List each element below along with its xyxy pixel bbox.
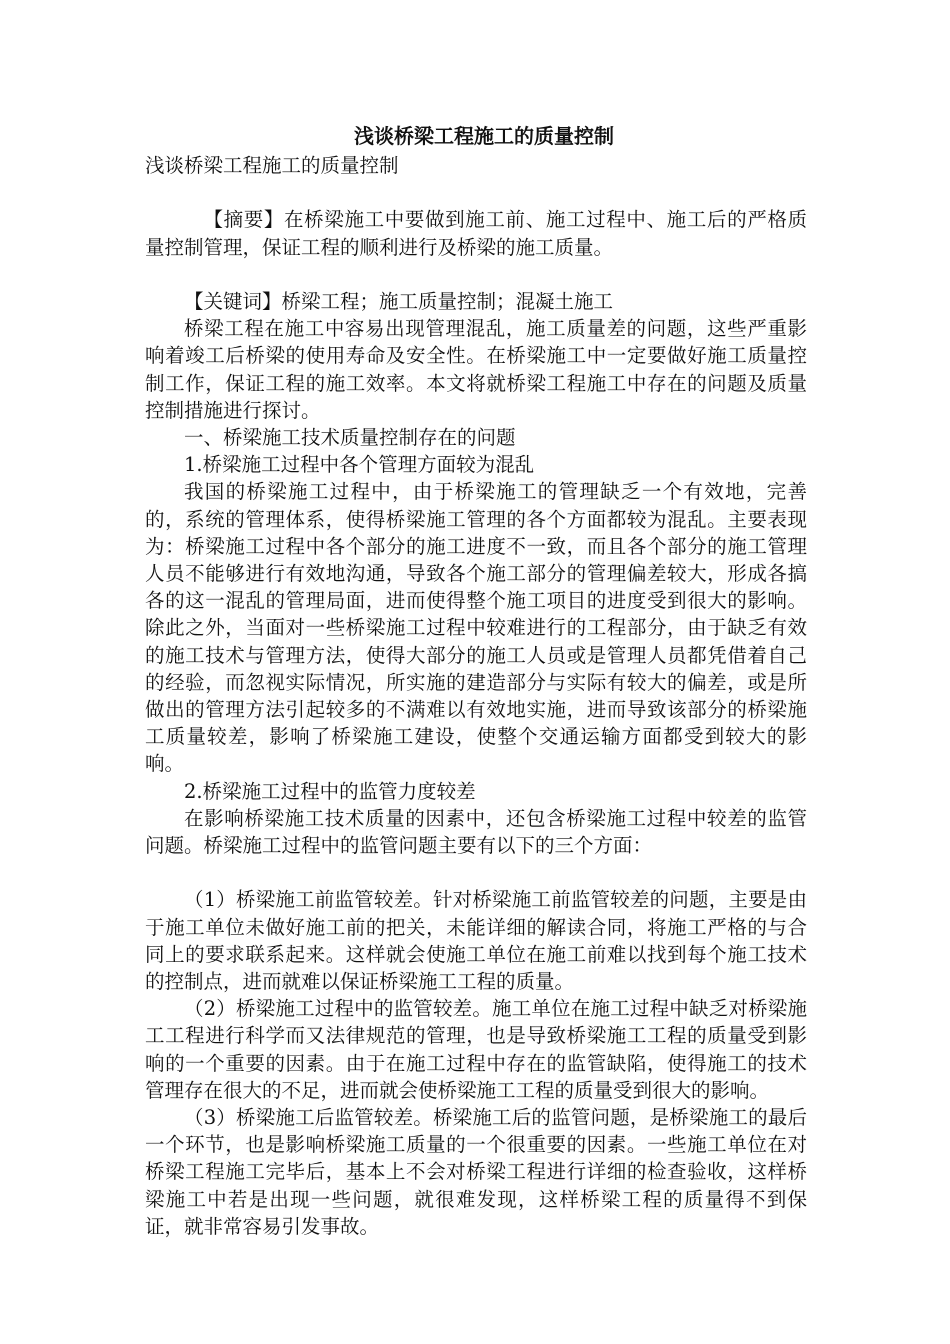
- subsection-heading: 1.桥梁施工过程中各个管理方面较为混乱: [184, 453, 535, 477]
- section-heading: 一、桥梁施工技术质量控制存在的问题: [184, 426, 516, 449]
- document-page: [145, 120, 807, 1240]
- body-paragraph: 在影响桥梁施工技术质量的因素中，还包含桥梁施工过程中较差的监管问题。桥梁施工过程中的监管问题主要有以下的三个方面：: [145, 806, 807, 858]
- keywords-paragraph: 【关键词】桥梁工程；施工质量控制；混凝土施工: [184, 289, 614, 313]
- intro-paragraph: 桥梁工程在施工中容易出现管理混乱，施工质量差的问题，这些严重影响着竣工后桥梁的使用寿命及安全性。在桥梁施工中一定要做好施工质量控制工作，保证工程的施工效率。本文将就桥梁工程施工中存在的问题及质量控制措施进行探讨。: [145, 317, 807, 422]
- blank-line: [145, 859, 807, 886]
- document-title: 浅谈桥梁工程施工的质量控制: [354, 124, 614, 148]
- list-paragraph-1: （1）桥梁施工前监管较差。针对桥梁施工前监管较差的问题，主要是由于施工单位未做好施工前的把关，未能详细的解读合同，将施工严格的与合同上的要求联系起来。这样就会使施工单位在施工前难以找到每个施工技术的控制点，进而就难以保证桥梁施工工程的质量。: [145, 888, 807, 994]
- blank-line: [145, 179, 807, 206]
- list-paragraph-2: （2）桥梁施工过程中的监管较差。施工单位在施工过程中缺乏对桥梁施工工程进行科学而又法律规范的管理，也是导致桥梁施工工程的质量受到影响的一个重要的因素。由于在施工过程中存在的监管缺陷，使得施工的技术管理存在很大的不足，进而就会使桥梁施工工程的质量受到很大的影响。: [145, 997, 807, 1102]
- abstract-paragraph: 【摘要】在桥梁施工中要做到施工前、施工过程中、施工后的严格质量控制管理，保证工程的顺利进行及桥梁的施工质量。: [145, 208, 807, 259]
- subsection-heading: 2.桥梁施工过程中的监管力度较差: [184, 779, 476, 803]
- blank-line: [145, 261, 807, 288]
- list-paragraph-3: （3）桥梁施工后监管较差。桥梁施工后的监管问题，是桥梁施工的最后一个环节，也是影响桥梁施工质量的一个很重要的因素。一些施工单位在对桥梁工程施工完毕后，基本上不会对桥梁工程进行详细的检查验收，这样桥梁施工中若是出现一些问题，就很难发现，这样桥梁工程的质量得不到保证，就非常容易引发事故。: [145, 1106, 807, 1238]
- body-paragraph: 我国的桥梁施工过程中，由于桥梁施工的管理缺乏一个有效地，完善的，系统的管理体系，使得桥梁施工管理的各个方面都较为混乱。主要表现为：桥梁施工过程中各个部分的施工进度不一致，而且各个部分的施工管理人员不能够进行有效地沟通，导致各个施工部分的管理偏差较大，形成各搞各的这一混乱的管理局面，进而使得整个施工项目的进度受到很大的影响。除此之外，当面对一些桥梁施工过程中较难进行的工程部分，由于缺乏有效的施工技术与管理方法，使得大部分的施工人员或是管理人员都凭借着自己的经验，而忽视实际情况，所实施的建造部分与实际有较大的偏差，或是所做出的管理方法引起较多的不满难以有效地实施，进而导致该部分的桥梁施工质量较差，影响了桥梁施工建设，使整个交通运输方面都受到较大的影响。: [145, 480, 807, 776]
- document-subtitle: 浅谈桥梁工程施工的质量控制: [145, 154, 399, 177]
